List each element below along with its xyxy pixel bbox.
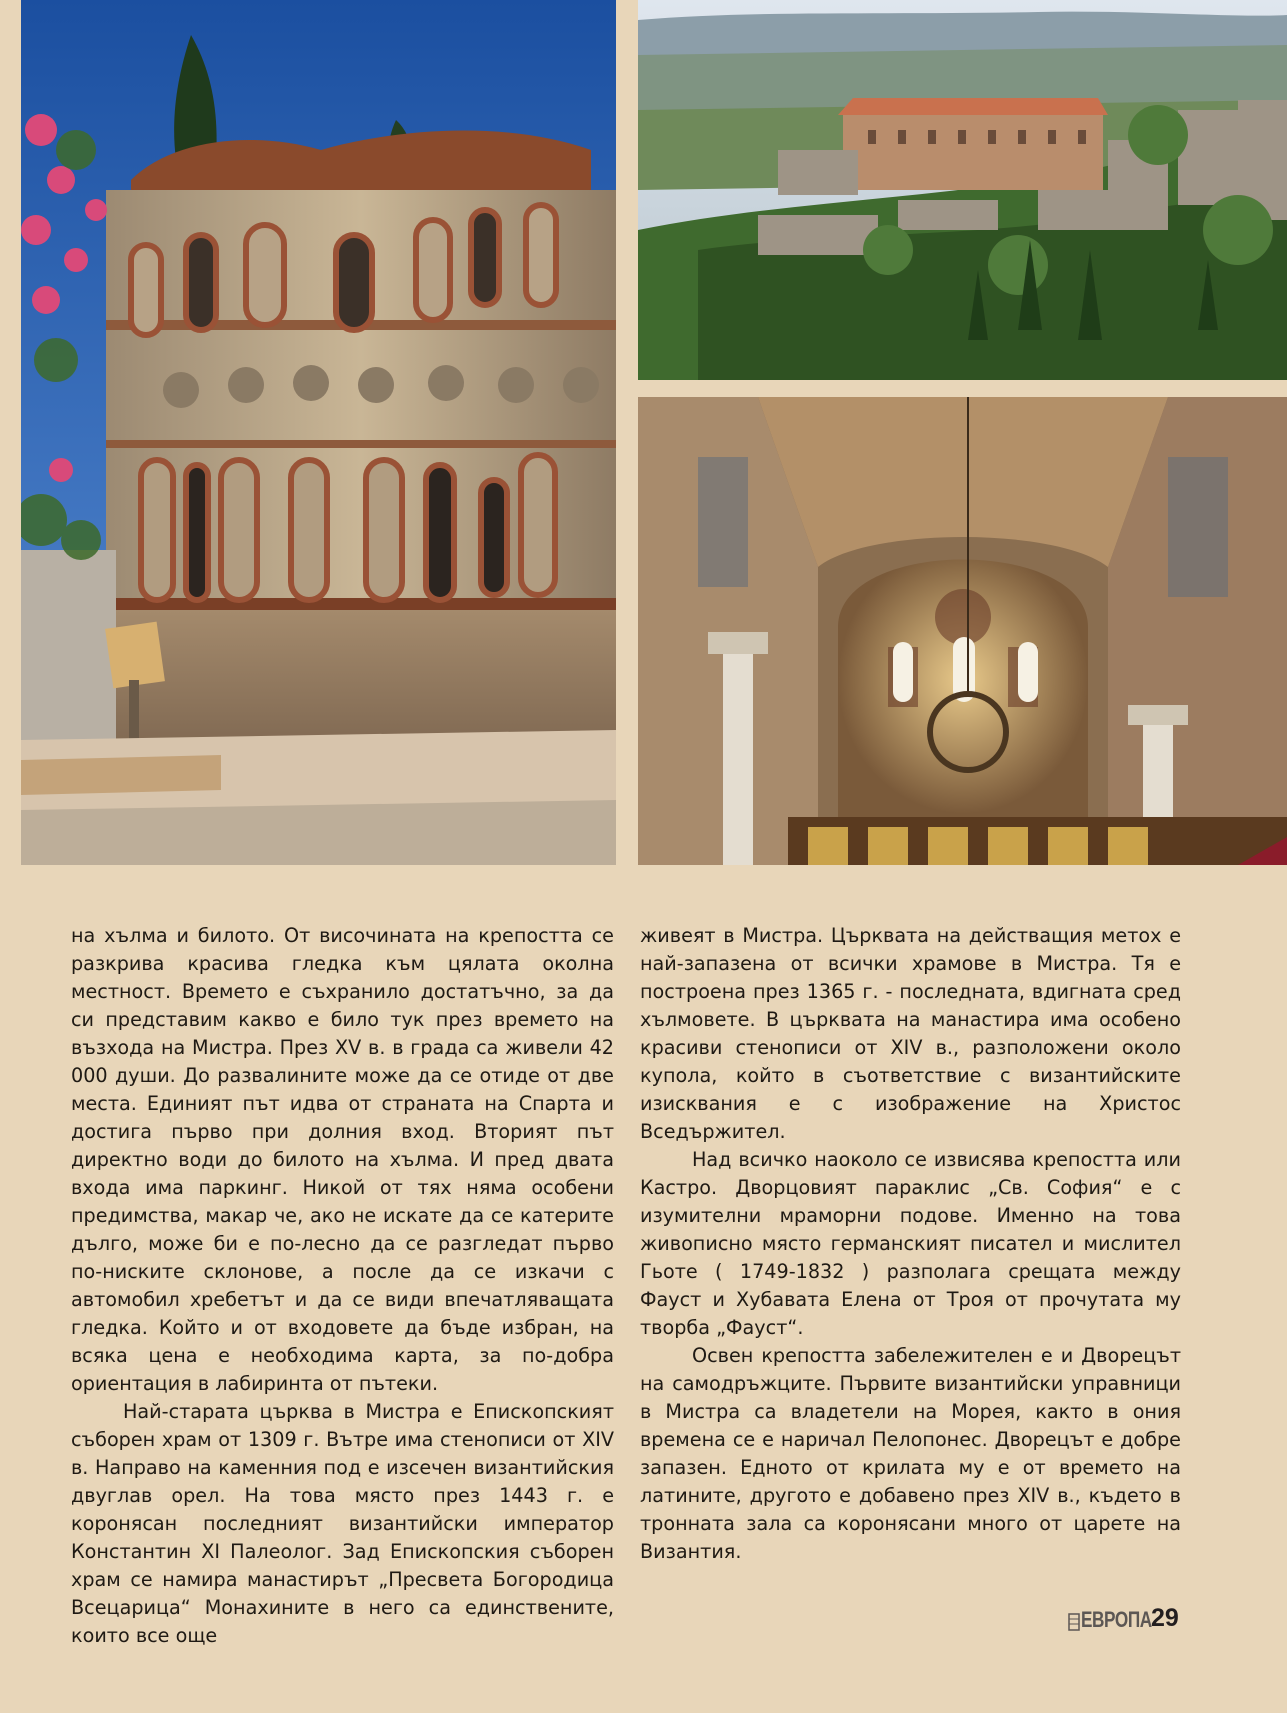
article-column-left (71, 922, 614, 1650)
article-paragraph: Най-старата църква в Мистра е Епископският съборен храм от 1309 г. Вътре има стенописи от XIV в. Направо на каменния под е изсечен византийския двуглав орел. На това място през 1443 г. е коронясан последният византийски император Константин XI Палеолог. Зад Епископския съборен храм се намира манастирът „Пресвета Богородица Всецарица“ Монахините в него са единствените, които все още (71, 1400, 614, 1647)
church-apse-photo (21, 0, 616, 865)
article-paragraph: на хълма и билото. От височината на крепостта се разкрива красива гледка към цялата околна местност. Времето е съхранило достатъчно, за да си представим какво е било тук през времето на възхода на Мистра. През XV в. в града са живели 42 000 души. До развалините може да се отиде от две места. Единият път идва от страната на Спарта и достига първо при долния вход. Вторият път директно води до билото на хълма. И пред двата входа има паркинг. Никой от тях няма особени предимства, макар че, ако не искате да се катерите дълго, може би е по-лесно да се разгледат първо по-ниските склонове, а после да се изкачи с автомобил хребетът и да се види впечатляващата гледка. Който и от входовете да бъде избран, на всяка цена е необходима карта, за по-добра ориентация в лабиринта от пътеки. (71, 924, 614, 1395)
magazine-name: ЕВРОПА (1081, 1607, 1152, 1632)
page-number: 29 (1151, 1604, 1179, 1632)
article-paragraph: живеят в Мистра. Църквата на действащия метох е най-запазена от всички храмове в Мистра. Тя е построена през 1365 г. - последната, вдигната сред хълмовете. В църквата на манастира има особено красиви стенописи от XIV в., разположени около купола, който в съответствие с византийските изисквания е с изображение на Христос Вседържител. (640, 924, 1181, 1143)
fortress-aerial-photo (638, 0, 1287, 380)
page-footer (1068, 1603, 1183, 1637)
article-column-right (640, 922, 1181, 1566)
article-paragraph: Над всичко наоколо се извисява крепостта или Кастро. Дворцовият параклис „Св. София“ е с изумителни мраморни подове. Именно на това живописно място германският писател и мислител Гьоте ( 1749-1832 ) разполага срещата между Фауст и Хубавата Елена от Троя от прочутата му творба „Фауст“. (640, 1148, 1181, 1339)
article-paragraph: Освен крепостта забележителен е и Дворецът на самодръжците. Първите византийски управници в Мистра са владетели на Морея, както в ония времена се е наричал Пелопонес. Дворецът е добре запазен. Едното от крилата му е от времето на латините, другото е добавено през XIV в., където в тронната зала са коронясани много от царете на Византия. (640, 1344, 1181, 1563)
magazine-logo-mark (1068, 1613, 1080, 1631)
church-interior-photo (638, 397, 1287, 865)
